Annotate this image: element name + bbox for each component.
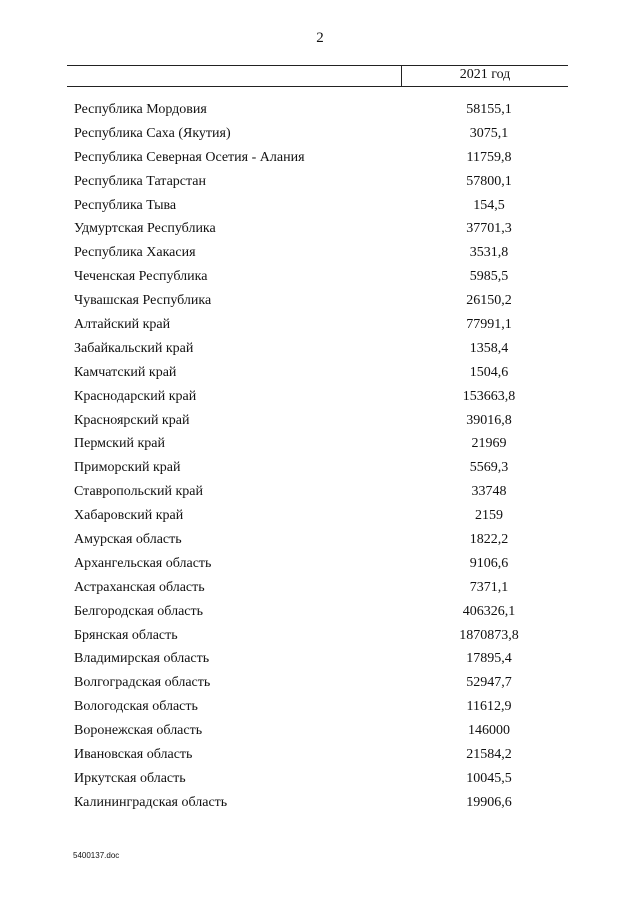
region-name: Калининградская область [74, 794, 228, 810]
table-row [0, 146, 640, 170]
region-value: 26150,2 [466, 293, 512, 309]
table-row [0, 98, 640, 122]
table-row [0, 170, 640, 194]
region-name: Республика Татарстан [74, 173, 207, 189]
region-value: 146000 [468, 723, 510, 739]
region-name: Забайкальский край [74, 340, 194, 356]
region-name: Иркутская область [74, 770, 186, 786]
region-value: 1358,4 [469, 340, 509, 356]
table-row [0, 767, 640, 791]
region-name: Астраханская область [74, 579, 205, 595]
region-value: 21969 [471, 436, 507, 452]
region-name: Краснодарский край [74, 388, 197, 404]
document-filename: 5400137.doc [73, 851, 120, 860]
region-value: 39016,8 [466, 412, 512, 428]
region-value: 21584,2 [466, 747, 512, 763]
table-row [0, 671, 640, 695]
table-row [0, 217, 640, 241]
region-value: 7371,1 [469, 579, 509, 595]
region-name: Красноярский край [74, 412, 190, 428]
region-name: Республика Тыва [74, 197, 177, 213]
region-value: 406326,1 [462, 603, 516, 619]
table-row [0, 528, 640, 552]
table-row [0, 624, 640, 648]
region-name: Пермский край [74, 436, 165, 452]
region-value: 52947,7 [466, 675, 512, 691]
region-value: 57800,1 [466, 173, 512, 189]
region-value: 1822,2 [469, 532, 509, 548]
table-row [0, 289, 640, 313]
region-name: Республика Северная Осетия - Алания [74, 149, 305, 165]
table-row [0, 313, 640, 337]
region-name: Приморский край [74, 460, 181, 476]
region-name: Республика Хакасия [74, 245, 196, 261]
table-row [0, 719, 640, 743]
table-row [0, 194, 640, 218]
region-name: Республика Мордовия [74, 102, 207, 117]
region-name: Алтайский край [74, 317, 171, 333]
region-name: Владимирская область [74, 651, 210, 667]
region-value: 9106,6 [469, 555, 509, 571]
region-value: 19906,6 [466, 794, 512, 810]
region-name: Хабаровский край [74, 508, 184, 524]
region-name: Воронежская область [74, 723, 203, 739]
region-name: Удмуртская Республика [74, 221, 216, 237]
table-row [0, 409, 640, 433]
region-value: 10045,5 [466, 770, 512, 786]
table-row [0, 600, 640, 624]
table-row [0, 337, 640, 361]
table-row [0, 791, 640, 815]
region-name: Архангельская область [74, 555, 212, 571]
region-name: Белгородская область [74, 603, 204, 619]
table-row [0, 122, 640, 146]
region-name: Вологодская область [74, 699, 198, 715]
region-table-body [0, 98, 640, 815]
region-value: 3075,1 [469, 125, 509, 141]
region-name: Республика Саха (Якутия) [74, 125, 231, 141]
table-row [0, 743, 640, 767]
table-row [0, 385, 640, 409]
region-name: Волгоградская область [74, 675, 211, 691]
region-value: 11759,8 [466, 149, 512, 165]
region-value: 17895,4 [466, 651, 512, 667]
page-number: 2 [316, 30, 324, 46]
table-row [0, 361, 640, 385]
region-value: 11612,9 [466, 699, 512, 715]
table-row [0, 576, 640, 600]
region-value: 3531,8 [469, 245, 509, 261]
table-row [0, 480, 640, 504]
region-name: Чеченская Республика [74, 269, 208, 285]
region-value: 77991,1 [466, 317, 512, 333]
region-name: Брянская область [74, 627, 178, 643]
region-value: 1870873,8 [459, 627, 519, 643]
table-row [0, 432, 640, 456]
table-row [0, 504, 640, 528]
region-name: Камчатский край [74, 364, 177, 380]
table-row [0, 695, 640, 719]
region-name: Ставропольский край [74, 484, 203, 500]
region-value: 1504,6 [469, 364, 509, 380]
year-column-header: 2021 год [459, 67, 511, 82]
table-row [0, 647, 640, 671]
table-row [0, 456, 640, 480]
region-name: Чувашская Республика [74, 293, 212, 309]
region-name: Амурская область [74, 532, 182, 548]
region-value: 153663,8 [462, 388, 516, 404]
table-row [0, 265, 640, 289]
region-name: Ивановская область [74, 747, 193, 763]
region-value: 58155,1 [466, 102, 512, 117]
region-value: 5985,5 [469, 269, 509, 285]
region-value: 5569,3 [469, 460, 509, 476]
region-value: 33748 [471, 484, 507, 500]
region-value: 37701,3 [466, 221, 512, 237]
table-row [0, 241, 640, 265]
table-row [0, 552, 640, 576]
region-value: 154,5 [473, 197, 505, 213]
region-value: 2159 [475, 508, 503, 524]
table-header [67, 65, 568, 87]
